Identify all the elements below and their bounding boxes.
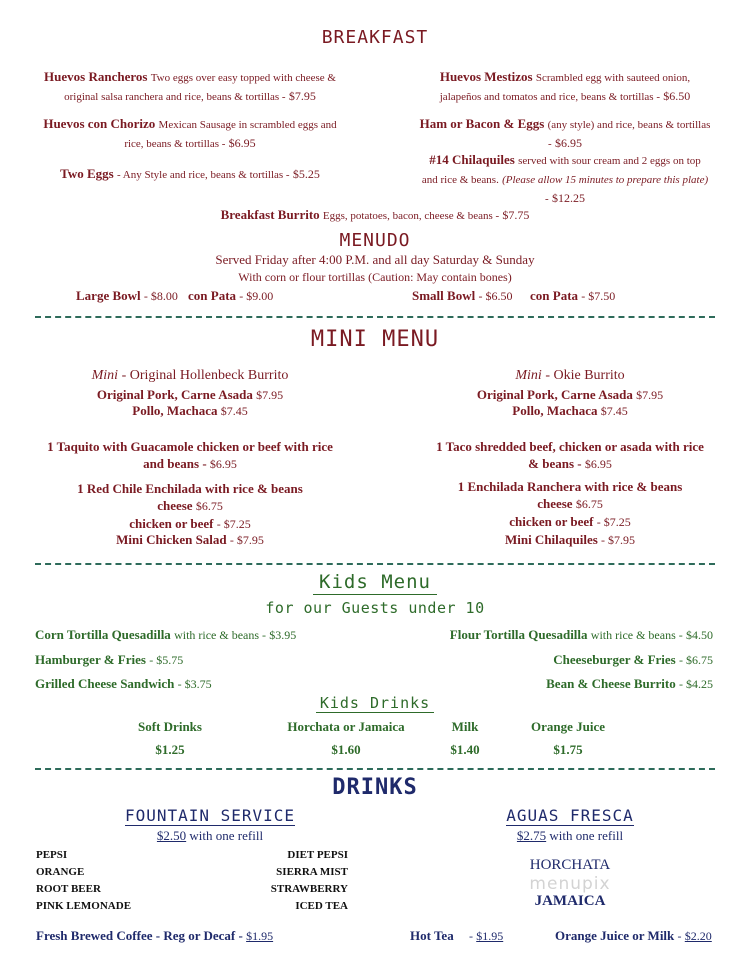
menudo-title: MENUDO [339, 230, 411, 251]
mini-label: Mini [91, 368, 119, 383]
item-price: $6.75 [195, 499, 223, 513]
breakfast-title: BREAKFAST [321, 27, 429, 48]
menu-item-huevos-mestizos [405, 68, 725, 106]
item-desc: and rice & beans. [421, 174, 499, 186]
mini-hollenbeck [60, 368, 320, 384]
item-price: $6.75 [575, 497, 603, 511]
item-price: $6.50 [663, 89, 691, 103]
mini-hollenbeck-line-2 [60, 402, 320, 420]
divider [35, 768, 715, 770]
fountain-price-value: $2.50 [156, 828, 187, 843]
fountain-price [100, 828, 320, 844]
mini-taquito [30, 438, 350, 473]
kids-corn-quesadilla [35, 626, 296, 644]
drinks-title: DRINKS [332, 775, 418, 800]
aguas-refill: with one refill [549, 828, 624, 843]
item-name: - Original Hollenbeck Burrito [121, 368, 289, 383]
item-desc: - [548, 138, 552, 150]
item-name: Flour Tortilla Quesadilla [449, 627, 588, 642]
item-name: Mini Chilaquiles [504, 532, 598, 547]
menudo-small-bowl [412, 287, 512, 305]
item-price: - $7.50 [581, 289, 616, 303]
mini-enchilada-ranchera [410, 478, 730, 531]
menu-item-ham-bacon [405, 115, 725, 153]
item-name: Small Bowl [412, 288, 476, 303]
item-price: - $7.95 [601, 533, 636, 547]
kids-subtitle: for our Guests under 10 [265, 599, 485, 617]
fountain-item: ROOT BEER [36, 883, 101, 895]
kids-drink-horchata-jamaica: Horchata or Jamaica [287, 719, 405, 734]
aguas-price-value: $2.75 [516, 828, 547, 843]
item-price: $5.25 [292, 167, 320, 181]
menu-item-chilaquiles [405, 151, 725, 208]
item-name: Two Eggs [60, 166, 114, 181]
item-desc: served with sour cream and 2 eggs on top [518, 155, 701, 167]
menudo-caution: With corn or flour tortillas (Caution: May contain bones) [238, 270, 512, 284]
fountain-left-list [36, 847, 131, 915]
item-name: Ham or Bacon & Eggs [419, 116, 545, 131]
item-desc: and beans - [143, 456, 207, 471]
menu-item-huevos-rancheros [25, 68, 355, 106]
item-price: $3.95 [269, 628, 297, 642]
item-price: $7.45 [220, 404, 248, 418]
item-desc: with rice & beans - [174, 628, 267, 642]
fountain-title-text: FOUNTAIN SERVICE [124, 806, 296, 825]
item-name: Hamburger & Fries [35, 652, 146, 667]
fountain-item: DIET PEPSI [287, 849, 348, 861]
item-option: cheese [537, 496, 573, 511]
item-option: chicken or beef [509, 514, 594, 529]
item-price: $7.75 [502, 208, 530, 222]
item-price: - $9.00 [239, 289, 274, 303]
item-name: 1 Taco shredded beef, chicken or asada with rice [436, 439, 704, 454]
item-name: Breakfast Burrito [220, 207, 320, 222]
item-name: 1 Taquito with Guacamole chicken or beef with rice [47, 439, 333, 454]
item-price: $1.95 [476, 929, 504, 943]
item-name: con Pata [188, 288, 237, 303]
item-name: - Okie Burrito [545, 368, 625, 383]
aguas-fresca-title [460, 806, 680, 825]
item-option: Pollo, Machaca [512, 403, 598, 418]
kids-title-text: Kids Menu [313, 571, 437, 595]
item-price: $7.95 [288, 89, 316, 103]
item-name: Orange Juice or Milk [555, 928, 675, 943]
mini-label: Mini [515, 368, 542, 383]
item-price-dash: - [468, 929, 473, 943]
kids-drink-price: $1.75 [553, 742, 583, 757]
item-name: #14 Chilaquiles [429, 152, 515, 167]
mini-chicken-salad [30, 531, 350, 549]
item-option: chicken or beef [129, 516, 214, 531]
kids-bean-cheese-burrito [546, 675, 713, 693]
drink-coffee [36, 927, 273, 945]
kids-flour-quesadilla [450, 626, 713, 644]
item-desc: with rice & beans - [590, 628, 683, 642]
fountain-item: SIERRA MIST [276, 866, 348, 878]
item-name: Large Bowl [76, 288, 141, 303]
item-desc: - Any Style and rice, beans & tortillas - [116, 169, 290, 181]
item-desc: Eggs, potatoes, bacon, cheese & beans - [322, 210, 500, 222]
item-price: - $6.50 [478, 289, 513, 303]
item-desc: jalapeños and tomatos and rice, beans & tortillas - [439, 91, 660, 103]
drink-hot-tea [410, 927, 503, 945]
item-name: Corn Tortilla Quesadilla [35, 627, 171, 642]
divider [35, 563, 715, 565]
item-price: - $7.25 [216, 517, 251, 531]
item-name: Mini Chicken Salad [116, 532, 227, 547]
mini-taco [410, 438, 730, 473]
aguas-title-text: AGUAS FRESCA [506, 806, 634, 825]
divider [35, 316, 715, 318]
item-note: (Please allow 15 minutes to prepare this plate) [502, 174, 709, 186]
item-desc: Two eggs over easy topped with cheese & [150, 72, 336, 84]
item-price: - $6.75 [679, 653, 713, 667]
item-price-dash: - [677, 929, 682, 943]
item-desc: Scrambled egg with sauteed onion, [535, 72, 691, 84]
item-price: $6.95 [209, 457, 237, 471]
item-name: Huevos con Chorizo [43, 116, 156, 131]
item-price: $6.95 [554, 136, 582, 150]
aguas-price [460, 828, 680, 844]
kids-drinks-title [0, 694, 750, 712]
item-option: Pollo, Machaca [132, 403, 218, 418]
menu-item-breakfast-burrito [0, 206, 750, 225]
item-price: $2.20 [684, 929, 712, 943]
menudo-con-pata-large [188, 287, 273, 305]
watermark: menupix [529, 874, 611, 894]
fountain-item: PINK LEMONADE [36, 900, 132, 912]
fountain-right-list [228, 847, 348, 915]
kids-drinks-title-text: Kids Drinks [316, 694, 434, 713]
item-price: - $4.25 [679, 677, 713, 691]
item-option: Original Pork, Carne Asada [96, 387, 253, 402]
item-price: $1.95 [246, 929, 274, 943]
item-price: $7.45 [600, 404, 628, 418]
fountain-item: ICED TEA [295, 900, 348, 912]
item-desc: & beans - [528, 456, 582, 471]
kids-drink-milk: Milk [451, 719, 479, 734]
item-name: 1 Enchilada Ranchera with rice & beans [457, 479, 683, 494]
aguas-item-jamaica: JAMAICA [534, 893, 606, 909]
menudo-con-pata-small [530, 287, 615, 305]
kids-drink-soft-drinks: Soft Drinks [138, 719, 202, 734]
item-price: - $3.75 [177, 677, 212, 691]
item-option: Original Pork, Carne Asada [476, 387, 633, 402]
fountain-refill: with one refill [189, 828, 264, 843]
mini-chilaquiles [410, 531, 730, 549]
item-price: - $5.75 [149, 653, 184, 667]
menudo-info: Served Friday after 4:00 P.M. and all day Saturday & Sunday [215, 252, 535, 267]
item-price: $6.95 [584, 457, 612, 471]
drink-orange-juice-milk [555, 927, 712, 945]
kids-drink-price: $1.25 [155, 742, 185, 757]
kids-hamburger [35, 651, 183, 669]
item-price: $12.25 [551, 191, 585, 205]
item-desc: - [545, 193, 549, 205]
item-price: $7.95 [636, 388, 664, 402]
mini-menu-title: MINI MENU [310, 327, 440, 352]
item-name: Hot Tea [410, 928, 454, 943]
mini-okie-line-2 [440, 402, 700, 420]
kids-grilled-cheese [35, 675, 212, 693]
kids-drink-price: $1.60 [331, 742, 361, 757]
item-price: $7.95 [256, 388, 284, 402]
item-price: - $8.00 [143, 289, 178, 303]
mini-red-chile-enchilada [30, 480, 350, 533]
aguas-item-horchata: HORCHATA [529, 857, 611, 873]
item-price: $4.50 [686, 628, 713, 642]
menu-item-two-eggs [25, 165, 355, 184]
item-option: cheese [157, 498, 193, 513]
item-price: - $7.25 [596, 515, 631, 529]
kids-cheeseburger [553, 651, 713, 669]
kids-menu-title [0, 571, 750, 593]
item-desc: (any style) and rice, beans & tortillas [547, 119, 711, 131]
item-name: Grilled Cheese Sandwich [35, 676, 175, 691]
item-desc: Mexican Sausage in scrambled eggs and [158, 119, 337, 131]
kids-drink-price: $1.40 [450, 742, 480, 757]
item-name: 1 Red Chile Enchilada with rice & beans [77, 481, 303, 496]
item-price: $6.95 [228, 136, 256, 150]
kids-drink-orange-juice: Orange Juice [530, 719, 605, 734]
mini-okie [440, 368, 700, 384]
item-price: - $7.95 [229, 533, 264, 547]
item-desc: rice, beans & tortillas - [124, 138, 226, 150]
item-name: Bean & Cheese Burrito [546, 676, 676, 691]
item-desc: original salsa ranchera and rice, beans & tortillas - [64, 91, 286, 103]
fountain-item: PEPSI [36, 849, 68, 861]
item-name: con Pata [530, 288, 579, 303]
fountain-service-title [100, 806, 320, 825]
menudo-large-bowl [76, 287, 178, 305]
item-name: Huevos Mestizos [439, 69, 533, 84]
fountain-item: ORANGE [36, 866, 85, 878]
item-name: Cheeseburger & Fries [553, 652, 676, 667]
menu-item-huevos-chorizo [25, 115, 355, 153]
fountain-item: STRAWBERRY [270, 883, 348, 895]
item-name: Fresh Brewed Coffee - Reg or Decaf - [36, 928, 243, 943]
item-name: Huevos Rancheros [44, 69, 148, 84]
